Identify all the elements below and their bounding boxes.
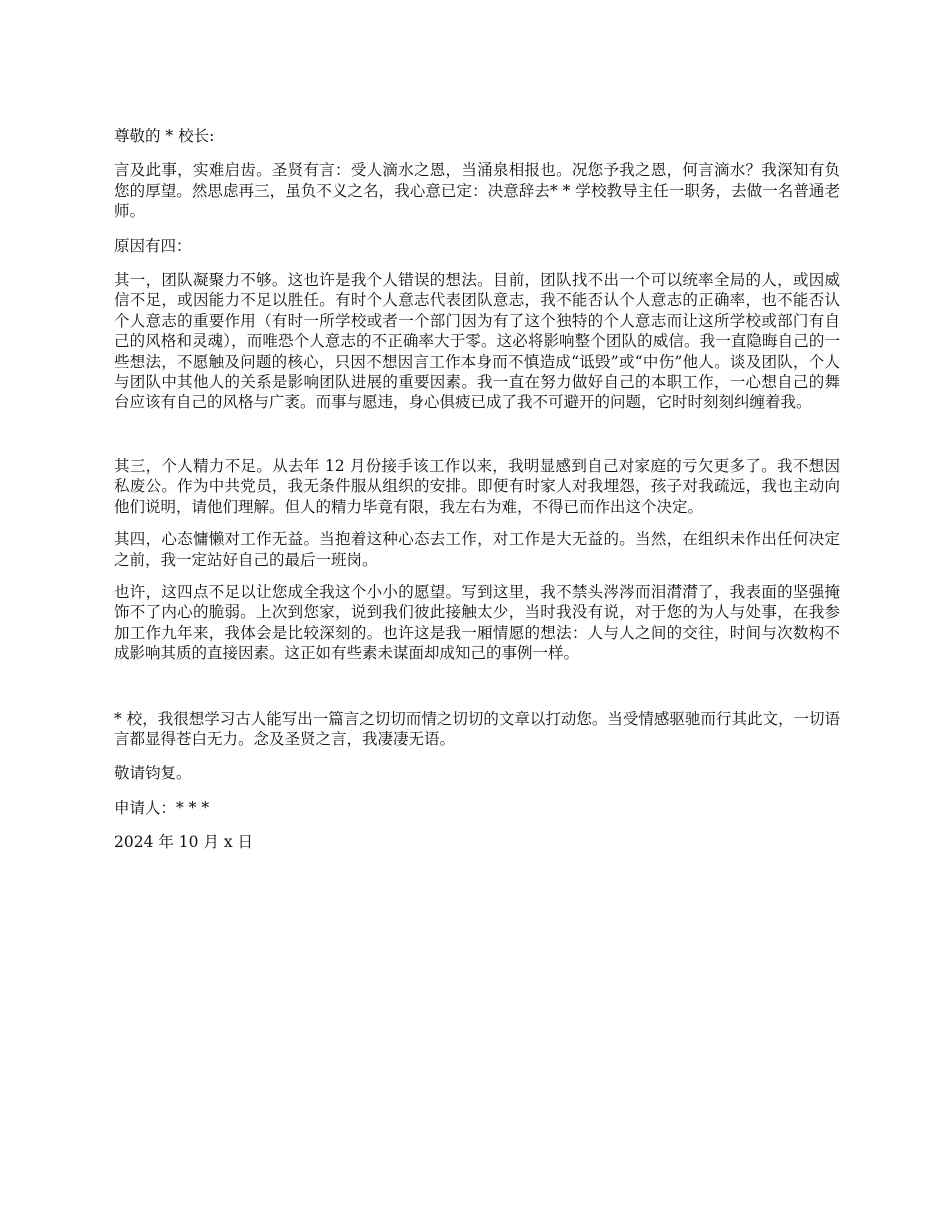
applicant-line: 申请人：* * * xyxy=(114,798,210,817)
closing-paragraph: * 校，我很想学习古人能写出一篇言之切切而情之切切的文章以打动您。当受情感驱驰而行其此文，一切语言都显得苍白无力。念及圣贤之言，我凄凄无语。 xyxy=(114,709,840,748)
reasons-heading: 原因有四： xyxy=(114,236,192,255)
intro-paragraph: 言及此事，实难启齿。圣贤有言：受人滴水之恩，当涌泉相报也。况您予我之恩，何言滴水？我深知有负您的厚望。然思虑再三，虽负不义之名，我心意已定：决意辞去* * 学校教导主任一职务，去做一名普通老师。 xyxy=(114,161,840,221)
reason-four-paragraph: 其四，心态慵懒对工作无益。当抱着这种心态去工作，对工作是大无益的。当然，在组织未作出任何决定之前，我一定站好自己的最后一班岗。 xyxy=(114,530,840,569)
date-line: 2024 年 10 月 x 日 xyxy=(114,833,254,852)
letter-body xyxy=(114,126,840,853)
hope-paragraph: 也许，这四点不足以让您成全我这个小小的愿望。写到这里，我不禁头涔涔而泪潸潸了，我表面的坚强掩饰不了内心的脆弱。上次到您家，说到我们彼此接触太少，当时我没有说，对于您的为人与处事，在我参加工作九年来，我体会是比较深刻的。也许这是我一厢情愿的想法：人与人之间的交往，时间与次数构不成影响其质的直接因素。这正如有些素未谋面却成知己的事例一样。 xyxy=(114,582,840,663)
reason-three-paragraph: 其三，个人精力不足。从去年 12 月份接手该工作以来，我明显感到自己对家庭的亏欠更多了。我不想因私废公。作为中共党员，我无条件服从组织的安排。即便有时家人对我埋怨，孩子对我疏远，我也主动向他们说明，请他们理解。但人的精力毕竟有限，我左右为难，不得已而作出这个决定。 xyxy=(114,456,840,516)
sign-off: 敬请钧复。 xyxy=(114,764,192,783)
salutation: 尊敬的 * 校长: xyxy=(114,127,215,145)
reason-one-paragraph: 其一，团队凝聚力不够。这也许是我个人错误的想法。目前，团队找不出一个可以统率全局的人，或因威信不足，或因能力不足以胜任。有时个人意志代表团队意志，我不能否认个人意志的正确率，也不能否认个人意志的重要作用（有时一所学校或者一个部门因为有了这个独特的个人意志而让这所学校或部门有自己的风格和灵魂），而唯恐个人意志的不正确率大于零。这必将影响整个团队的威信。我一直隐晦自己的一些想法，不愿触及问题的核心，只因不想因言工作本身而不慎造成“诋毁”或“中伤”他人。谈及团队，个人与团队中其他人的关系是影响团队进展的重要因素。我一直在努力做好自己的本职工作，一心想自己的舞台应该有自己的风格与广袤。而事与愿违，身心俱疲已成了我不可避开的问题，它时时刻刻纠缠着我。 xyxy=(114,271,840,412)
